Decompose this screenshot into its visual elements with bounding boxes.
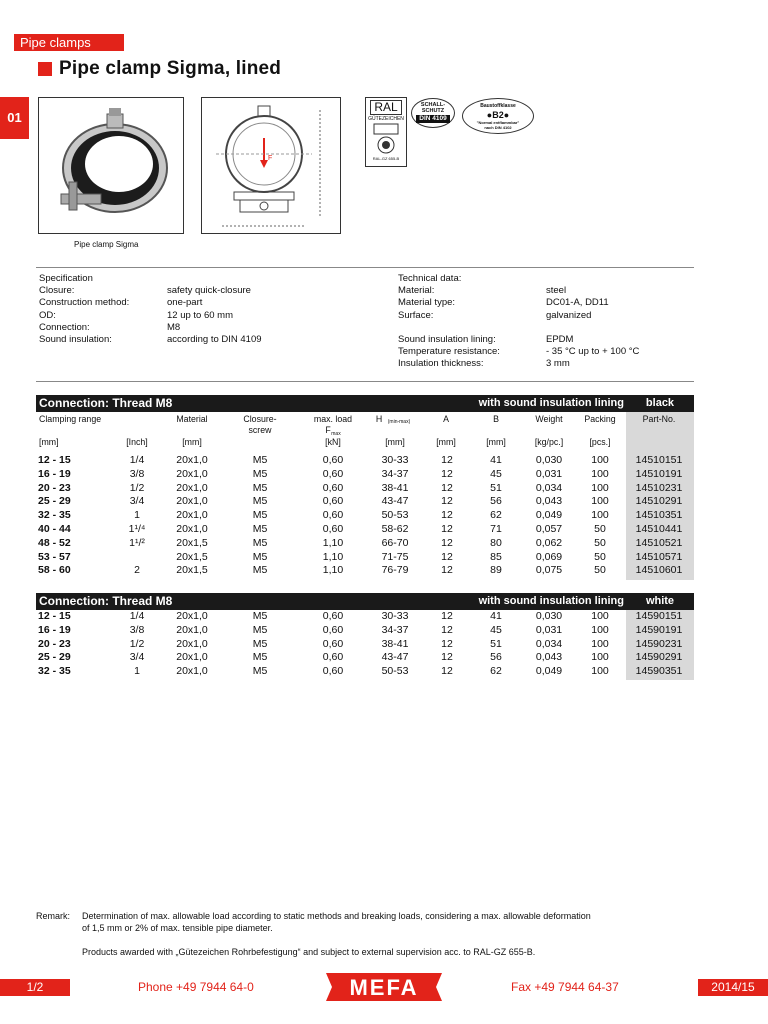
cell-a: 12 xyxy=(441,467,453,480)
cell-weight: 0,049 xyxy=(535,509,563,522)
hdr-h: H xyxy=(375,414,383,424)
cell-packing: 100 xyxy=(591,509,609,522)
cell-inch: 1/4 xyxy=(129,610,145,622)
cell-a: 12 xyxy=(441,610,453,622)
cell-packing: 100 xyxy=(591,665,609,678)
cell-a: 12 xyxy=(441,454,453,466)
cell-screw: M5 xyxy=(252,637,268,650)
cell-partno: 14510351 xyxy=(635,509,683,522)
cell-partno: 14510291 xyxy=(635,495,683,508)
cell-partno: 14510441 xyxy=(635,523,683,535)
spec-value: 12 up to 60 mm xyxy=(167,309,234,321)
cell-material: 20x1,0 xyxy=(176,665,208,678)
hdr-a: A xyxy=(443,414,449,424)
svg-text:F: F xyxy=(268,155,273,162)
dimension-drawing-icon xyxy=(202,98,340,233)
cell-b: 41 xyxy=(490,454,502,466)
connection-label: Connection: Thread M8 xyxy=(39,396,173,410)
cell-material: 20x1,0 xyxy=(176,610,208,622)
spec-value: M8 xyxy=(167,321,181,333)
connection-bar-black xyxy=(36,395,694,412)
unit-packing: [pcs.] xyxy=(589,437,611,447)
cell-range: 16 - 19 xyxy=(38,467,71,480)
cell-weight: 0,031 xyxy=(535,467,563,480)
cell-screw: M5 xyxy=(252,481,268,494)
cell-material: 20x1,0 xyxy=(176,623,208,636)
cell-inch: 3/8 xyxy=(129,623,145,636)
cell-material: 20x1,0 xyxy=(176,454,208,466)
cell-inch: 1 xyxy=(134,665,140,678)
title-marker-icon xyxy=(38,62,52,76)
cell-material: 20x1,0 xyxy=(176,481,208,494)
cell-weight: 0,031 xyxy=(535,623,563,636)
unit-h: [mm] xyxy=(385,437,405,447)
cell-load: 0,60 xyxy=(322,665,344,678)
cell-b: 80 xyxy=(490,536,502,549)
cell-load: 0,60 xyxy=(322,651,344,664)
remark-line2: of 1,5 mm or 2% of max. tensible pipe diameter. xyxy=(82,923,273,933)
color-label: black xyxy=(645,397,675,409)
spec-key: Sound insulation: xyxy=(39,334,112,346)
remark xyxy=(36,910,716,958)
cell-weight: 0,030 xyxy=(535,610,563,622)
cell-inch: 1/2 xyxy=(129,481,145,494)
cell-weight: 0,069 xyxy=(535,550,563,563)
cell-a: 12 xyxy=(441,564,453,577)
cell-inch: 2 xyxy=(134,564,140,577)
spec-key: Construction method: xyxy=(39,297,130,309)
cell-inch: 3/4 xyxy=(129,651,145,664)
ral-badge xyxy=(365,97,407,167)
cell-b: 45 xyxy=(490,623,502,636)
cell-h: 58-62 xyxy=(381,523,409,535)
cell-h: 38-41 xyxy=(381,481,409,494)
cell-load: 0,60 xyxy=(322,467,344,480)
cell-weight: 0,049 xyxy=(535,665,563,678)
cell-a: 12 xyxy=(441,509,453,522)
cell-partno: 14510151 xyxy=(635,454,683,466)
cell-inch: 1/2 xyxy=(129,637,145,650)
spec-bottom-rule xyxy=(36,381,694,382)
cell-range: 32 - 35 xyxy=(38,509,71,522)
cell-screw: M5 xyxy=(252,495,268,508)
cell-b: 51 xyxy=(490,481,502,494)
cell-inch: 1 xyxy=(134,509,140,522)
table-row xyxy=(36,610,694,624)
cell-partno: 14590151 xyxy=(635,610,683,622)
cell-b: 45 xyxy=(490,467,502,480)
unit-kn: [kN] xyxy=(325,437,341,447)
baustoff-title: Baustoffklasse xyxy=(480,103,516,109)
cell-material: 20x1,0 xyxy=(176,637,208,650)
ral-sub: GÜTEZEICHEN xyxy=(368,116,404,122)
spec-key: OD: xyxy=(39,309,56,321)
mefa-logo xyxy=(326,971,442,1003)
tech-heading: Technical data: xyxy=(398,273,462,284)
cell-b: 62 xyxy=(490,665,502,678)
cell-load: 0,60 xyxy=(322,523,344,535)
cell-material: 20x1,0 xyxy=(176,467,208,480)
din-4109-label: DIN 4109 xyxy=(416,115,450,123)
unit-a: [mm] xyxy=(436,437,456,447)
edition-year: 2014/15 xyxy=(698,979,768,996)
cell-h: 34-37 xyxy=(381,467,409,480)
unit-mm: [mm] xyxy=(39,437,59,447)
remark-line1: Determination of max. allowable load according to static methods and breaking loads, considering a max. allowable deformation xyxy=(82,911,591,921)
cell-material: 20x1,5 xyxy=(176,550,208,563)
cell-weight: 0,043 xyxy=(535,651,563,664)
cell-partno: 14590291 xyxy=(635,651,683,664)
baustoff-din: nach DIN 4102 xyxy=(484,125,512,130)
cell-h: 71-75 xyxy=(381,550,409,563)
hdr-f: F xyxy=(325,425,331,435)
lining-label: with sound insulation lining xyxy=(478,595,624,607)
cell-material: 20x1,5 xyxy=(176,564,208,577)
svg-text:MEFA: MEFA xyxy=(349,975,419,1000)
hdr-weight: Weight xyxy=(535,414,563,424)
cell-weight: 0,075 xyxy=(535,564,563,577)
cell-a: 12 xyxy=(441,623,453,636)
lining-label: with sound insulation lining xyxy=(478,397,624,409)
cell-screw: M5 xyxy=(252,523,268,535)
tech-key: Temperature resistance: xyxy=(398,346,500,358)
unit-b: [mm] xyxy=(486,437,506,447)
cell-inch: 3/4 xyxy=(129,495,145,508)
hdr-h-sub: (min-max) xyxy=(387,419,411,425)
tech-key: Insulation thickness: xyxy=(398,358,484,370)
cell-range: 12 - 15 xyxy=(38,454,71,466)
cell-screw: M5 xyxy=(252,550,268,563)
ral-text: RAL xyxy=(370,100,402,115)
section-tag: Pipe clamps xyxy=(14,34,124,51)
cell-screw: M5 xyxy=(252,610,268,622)
cell-material: 20x1,0 xyxy=(176,523,208,535)
chapter-tab: 01 xyxy=(0,97,29,139)
cell-load: 0,60 xyxy=(322,495,344,508)
cell-h: 30-33 xyxy=(381,454,409,466)
cell-inch: 3/8 xyxy=(129,467,145,480)
pipe-clamp-photo-icon xyxy=(39,98,183,233)
cell-packing: 50 xyxy=(594,564,606,577)
hdr-closure: Closure- xyxy=(243,414,277,424)
table-row xyxy=(36,651,694,665)
cell-h: 43-47 xyxy=(381,651,409,664)
hdr-clamping-range: Clamping range xyxy=(39,414,102,424)
tech-value: steel xyxy=(546,285,567,297)
unit-inch: [Inch] xyxy=(126,437,148,447)
footer-phone: Phone +49 7944 64-0 xyxy=(138,980,254,994)
spec-left xyxy=(39,273,262,346)
spec-right xyxy=(398,273,639,370)
cell-h: 43-47 xyxy=(381,495,409,508)
ral-bottom: RAL-GZ 655-B xyxy=(372,156,400,161)
cell-screw: M5 xyxy=(252,623,268,636)
cell-b: 85 xyxy=(490,550,502,563)
cell-packing: 100 xyxy=(591,610,609,622)
cell-b: 41 xyxy=(490,610,502,622)
page-number: 1/2 xyxy=(0,979,70,996)
cell-h: 38-41 xyxy=(381,637,409,650)
cell-h: 50-53 xyxy=(381,665,409,678)
ral-seal-icon xyxy=(371,122,401,154)
cell-load: 0,60 xyxy=(322,454,344,466)
cell-b: 71 xyxy=(490,523,502,535)
cell-weight: 0,062 xyxy=(535,536,563,549)
cell-partno: 14510601 xyxy=(635,564,683,577)
remark-label: Remark: xyxy=(36,911,71,921)
cell-a: 12 xyxy=(441,536,453,549)
cell-inch: 1/4 xyxy=(129,454,145,466)
schallschutz-badge xyxy=(411,98,455,128)
cell-h: 76-79 xyxy=(381,564,409,577)
cell-b: 51 xyxy=(490,637,502,650)
table-row xyxy=(36,495,694,509)
tech-key: Material: xyxy=(398,285,435,297)
cell-packing: 100 xyxy=(591,454,609,466)
spec-heading: Specification xyxy=(39,273,93,284)
cell-packing: 100 xyxy=(591,637,609,650)
cell-material: 20x1,0 xyxy=(176,651,208,664)
cell-partno: 14510521 xyxy=(635,536,683,549)
baustoff-sub: "Normal entflammbar" xyxy=(476,120,520,125)
connection-bar-white xyxy=(36,593,694,610)
tech-value: EPDM xyxy=(546,333,574,345)
cell-range: 53 - 57 xyxy=(38,550,71,563)
cell-b: 62 xyxy=(490,509,502,522)
cell-load: 0,60 xyxy=(322,623,344,636)
cell-material: 20x1,5 xyxy=(176,536,208,549)
cell-b: 89 xyxy=(490,564,502,577)
cell-packing: 100 xyxy=(591,481,609,494)
hdr-partno: Part-No. xyxy=(642,414,676,424)
tech-value: 3 mm xyxy=(546,358,570,370)
cell-inch: 1¹/² xyxy=(129,536,145,549)
cell-a: 12 xyxy=(441,495,453,508)
cell-load: 1,10 xyxy=(322,564,344,577)
cell-screw: M5 xyxy=(252,665,268,678)
cell-material: 20x1,0 xyxy=(176,509,208,522)
cell-partno: 14590191 xyxy=(635,623,683,636)
schallschutz-text: SCHALL- SCHUTZ xyxy=(420,102,446,114)
cell-range: 20 - 23 xyxy=(38,481,71,494)
tech-value: galvanized xyxy=(546,309,592,321)
hdr-b: B xyxy=(493,414,499,424)
cell-load: 0,60 xyxy=(322,610,344,622)
cell-packing: 100 xyxy=(591,651,609,664)
cell-h: 66-70 xyxy=(381,536,409,549)
cell-h: 30-33 xyxy=(381,610,409,622)
cell-packing: 50 xyxy=(594,536,606,549)
cell-screw: M5 xyxy=(252,467,268,480)
tech-value: DC01-A, DD11 xyxy=(546,297,609,309)
tech-key: Surface: xyxy=(398,309,434,321)
cell-h: 50-53 xyxy=(381,509,409,522)
cell-partno: 14590231 xyxy=(635,637,683,650)
cell-weight: 0,034 xyxy=(535,637,563,650)
cell-load: 0,60 xyxy=(322,509,344,522)
tech-key: Sound insulation lining: xyxy=(398,333,496,345)
cell-range: 16 - 19 xyxy=(38,623,71,636)
cell-screw: M5 xyxy=(252,651,268,664)
baustoff-class: ●B2● xyxy=(486,110,510,120)
table-row xyxy=(36,638,694,652)
spec-value: safety quick-closure xyxy=(167,285,251,297)
table-row xyxy=(36,551,694,565)
cell-material: 20x1,0 xyxy=(176,495,208,508)
table-row xyxy=(36,454,694,468)
cell-load: 1,10 xyxy=(322,536,344,549)
cell-range: 20 - 23 xyxy=(38,637,71,650)
cell-weight: 0,057 xyxy=(535,523,563,535)
cell-a: 12 xyxy=(441,651,453,664)
cell-load: 0,60 xyxy=(322,481,344,494)
cell-range: 25 - 29 xyxy=(38,495,71,508)
cell-weight: 0,034 xyxy=(535,481,563,494)
cell-weight: 0,030 xyxy=(535,454,563,466)
table-row xyxy=(36,624,694,638)
unit-weight: [kg/pc.] xyxy=(534,437,564,447)
title-row xyxy=(38,58,281,80)
unit-material: [mm] xyxy=(182,437,202,447)
product-photo xyxy=(38,97,184,234)
hdr-material: Material xyxy=(176,414,208,424)
hdr-packing: Packing xyxy=(584,414,616,424)
cell-a: 12 xyxy=(441,665,453,678)
cell-partno: 14510571 xyxy=(635,550,683,563)
tech-value: - 35 °C up to + 100 °C xyxy=(546,346,640,358)
footer-fax: Fax +49 7944 64-37 xyxy=(511,980,619,994)
cell-range: 40 - 44 xyxy=(38,523,71,535)
table-row xyxy=(36,665,694,679)
cell-a: 12 xyxy=(441,637,453,650)
cell-range: 48 - 52 xyxy=(38,536,71,549)
table-row xyxy=(36,509,694,523)
cell-load: 1,10 xyxy=(322,550,344,563)
baustoffklasse-badge xyxy=(462,98,534,134)
cell-weight: 0,043 xyxy=(535,495,563,508)
cell-b: 56 xyxy=(490,651,502,664)
cell-load: 0,60 xyxy=(322,637,344,650)
table-row xyxy=(36,468,694,482)
color-label: white xyxy=(645,595,675,607)
cell-range: 12 - 15 xyxy=(38,610,71,622)
cell-packing: 50 xyxy=(594,550,606,563)
cell-h: 34-37 xyxy=(381,623,409,636)
hdr-max-load: max. load xyxy=(313,414,353,424)
cell-range: 32 - 35 xyxy=(38,665,71,678)
cell-partno: 14590351 xyxy=(635,665,683,678)
cell-b: 56 xyxy=(490,495,502,508)
cell-partno: 14510231 xyxy=(635,481,683,494)
spec-key: Closure: xyxy=(39,285,75,297)
cell-screw: M5 xyxy=(252,454,268,466)
cell-inch: 1¹/⁴ xyxy=(128,523,146,535)
technical-drawing xyxy=(201,97,341,234)
cell-screw: M5 xyxy=(252,509,268,522)
page-title: Pipe clamp Sigma, lined xyxy=(59,58,282,79)
cell-packing: 100 xyxy=(591,623,609,636)
photo-caption: Pipe clamp Sigma xyxy=(74,240,139,249)
hdr-closure-screw: screw xyxy=(248,425,272,435)
hdr-fmax: max xyxy=(331,431,341,437)
cell-range: 58 - 60 xyxy=(38,564,71,577)
table-row xyxy=(36,482,694,496)
cell-range: 25 - 29 xyxy=(38,651,71,664)
cell-packing: 100 xyxy=(591,495,609,508)
tech-key: Material type: xyxy=(398,297,456,309)
cell-partno: 14510191 xyxy=(635,467,683,480)
spec-top-rule xyxy=(36,267,694,268)
spec-key: Connection: xyxy=(39,321,90,333)
cell-packing: 100 xyxy=(591,467,609,480)
spec-value: one-part xyxy=(167,297,203,309)
table-row xyxy=(36,564,694,578)
remark-line3: Products awarded with „Gütezeichen Rohrbefestigung“ and subject to external supervision acc. to RAL-GZ 655-B. xyxy=(82,947,536,957)
cell-a: 12 xyxy=(441,481,453,494)
cell-packing: 50 xyxy=(594,523,606,535)
cell-a: 12 xyxy=(441,523,453,535)
table-row xyxy=(36,537,694,551)
cell-screw: M5 xyxy=(252,564,268,577)
cell-screw: M5 xyxy=(252,536,268,549)
spec-value: according to DIN 4109 xyxy=(167,334,262,346)
table-row xyxy=(36,523,694,537)
cell-a: 12 xyxy=(441,550,453,563)
connection-label: Connection: Thread M8 xyxy=(39,594,173,608)
